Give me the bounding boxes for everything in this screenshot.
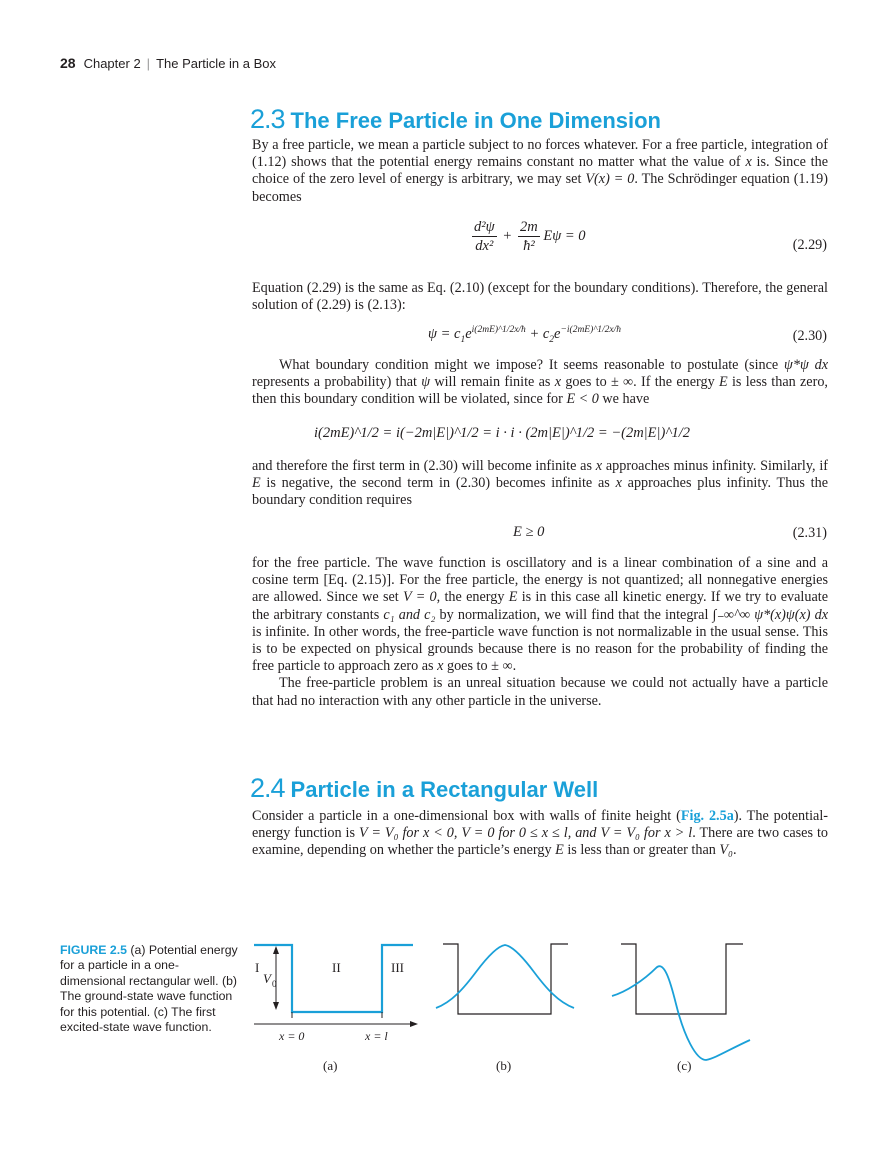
paragraph-not-normalizable: for the free particle. The wave function is oscillatory and is a linear combination of a sine and a cosine term [Eq. (2.15)]. For the free particle, the energy is not quantized; all nonnegative energies are allowed. Since we set V = 0, the energy E is in this case all kinetic energy. If we try to evaluate the arbitrary constants c₁ and c₂ by normalization, we will find that the integral ∫₋∞^∞ ψ*(x)ψ(x) dx is infinite. In other words, the free-particle wave function is not normalizable in the usual sense. This is to be expected on physical grounds because there is no reason for the probability of finding the free particle to approach zero as x goes to ± ∞. The free-particle problem is an unreal situation because we could not actually have a particle that had no interaction with any other particle in the universe.	[252, 555, 828, 709]
xl-label: x = l	[365, 1029, 388, 1043]
equation-2-30: $\psi = c_1e^{i(2mE)\^{}1/2x/ħ} + c_2e^{-i(2mE)\^{}1/2x/ħ}$	[428, 325, 622, 345]
x-axis-arrowhead	[410, 1021, 418, 1027]
region-label-III: III	[391, 960, 404, 975]
equation-number-2-29: (2.29)	[792, 237, 827, 253]
region-label-II: II	[332, 960, 341, 975]
equation-2-31: E ≥ 0	[513, 524, 545, 540]
ground-state-wavefunction	[436, 945, 574, 1008]
header-separator: |	[146, 56, 151, 71]
equation-number-2-30: (2.30)	[792, 328, 827, 344]
section-title: Particle in a Rectangular Well	[290, 777, 599, 802]
paragraph-rectangular-well: Consider a particle in a one-dimensional box with walls of finite height (Fig. 2.5a). The potential-energy function is V = V₀ for x < 0, V = 0 for 0 ≤ x ≤ l, and V = V₀ for x > l. There are two cases to examine, depending on whether the particle’s energy E is less than or greater than V₀.	[252, 808, 828, 859]
equation-number-2-31: (2.31)	[792, 525, 827, 541]
figure-caption	[60, 943, 238, 1035]
figure-reference-link[interactable]: Fig. 2.5a	[680, 808, 734, 824]
well-potential-curve	[254, 945, 413, 1012]
paragraph-boundary-condition: What boundary condition might we impose? It seems reasonable to postulate (since ψ*ψ dx represents a probability) that ψ will remain finite as x goes to ± ∞. If the energy E is less than zero, then this boundary condition will be violated, since for E < 0 we have	[252, 357, 828, 408]
section-heading-2-4	[250, 773, 598, 804]
equation-negative-energy: i(2mE)^1/2 = i(−2m|E|)^1/2 = i · i · (2m|E|)^1/2 = −(2m|E|)^1/2	[314, 425, 690, 441]
panel-b-ground-state	[436, 944, 574, 1073]
section-heading-2-3	[250, 104, 661, 135]
paragraph-unreal-situation: The free-particle problem is an unreal situation because we could not actually have a particle that had no interaction with any other particle in the universe.	[252, 675, 828, 709]
figure-caption-text: (a) Potential energy for a particle in a one-dimensional rectangular well. (b) The ground-state wave function for this potential. (c) The first excited-state wave function.	[60, 943, 238, 1035]
v0-label: V	[263, 971, 271, 986]
paragraph-free-particle-intro: By a free particle, we mean a particle subject to no forces whatever. For a free particle, integration of (1.12) shows that the potential energy remains constant no matter what the value of x is. Since the choice of the zero level of energy is arbitrary, we may set V(x) = 0. The Schrödinger equation (1.19) becomes	[252, 137, 828, 205]
paragraph-general-solution: Equation (2.29) is the same as Eq. (2.10) (except for the boundary conditions). Therefore, the general solution of (2.29) is (2.13):	[252, 280, 828, 314]
v0-subscript: 0	[272, 979, 277, 989]
paragraph-infinite-terms: and therefore the first term in (2.30) will become infinite as x approaches minus infinity. Similarly, if E is negative, the second term in (2.30) becomes infinite as x approaches plus infinity. Thus the boundary condition requires	[252, 458, 828, 509]
v0-arrow-up	[273, 946, 279, 954]
region-label-I: I	[255, 960, 260, 975]
chapter-title: The Particle in a Box	[156, 56, 277, 71]
figure-label: FIGURE 2.5	[60, 943, 127, 957]
section-number: 2.3	[250, 104, 285, 134]
first-excited-wavefunction	[612, 966, 750, 1060]
section-title: The Free Particle in One Dimension	[290, 108, 661, 133]
panel-label-a: (a)	[323, 1058, 338, 1073]
well-outline-c	[621, 944, 743, 1014]
page-number: 28	[60, 55, 76, 71]
chapter-label: Chapter 2	[83, 56, 141, 71]
panel-label-b: (b)	[496, 1058, 512, 1073]
panel-label-c: (c)	[677, 1058, 692, 1073]
panel-c-first-excited-state	[612, 944, 750, 1073]
well-outline-b	[443, 944, 568, 1014]
x0-label: x = 0	[279, 1029, 305, 1043]
running-header	[60, 55, 276, 71]
section-number: 2.4	[250, 773, 285, 803]
panel-a-potential-well	[254, 945, 418, 1073]
equation-2-29: $\frac{\text{d²ψ}}{\text{dx²}}$ + $\frac{2m}{\text{ħ²}}$ Eψ = 0	[474, 219, 586, 254]
v0-arrow-down	[273, 1002, 279, 1010]
